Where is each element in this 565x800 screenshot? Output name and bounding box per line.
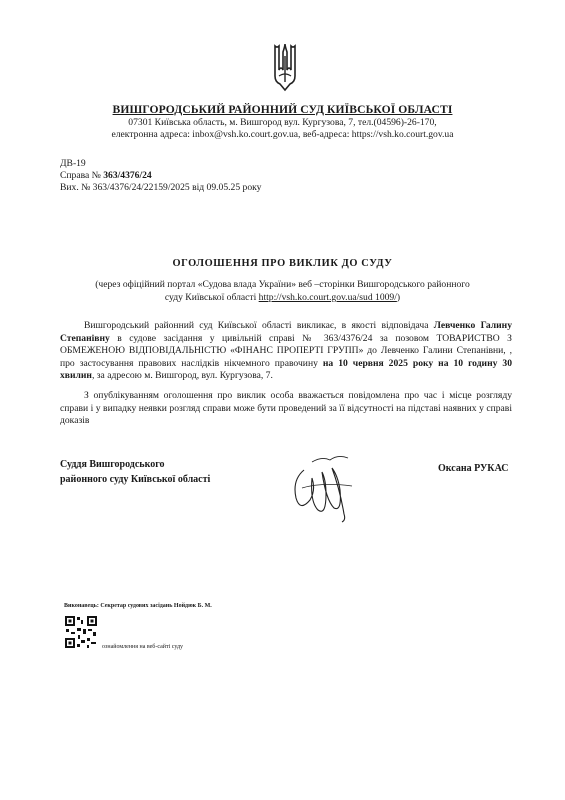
consequences-text: З опублікуванням оголошення про виклик особа вважається повідомлена про час і місце розгляду справи і у випадку неявки розгляд справи може бути проведений за її відсутності на підставі наявних у справі доказів [60, 390, 512, 427]
judge-title-line-2: районного суду Київської області [60, 474, 211, 485]
executor-line: Виконавець: Секретар судових засідань Нойдюк Б. М. [64, 603, 212, 609]
outgoing-number: Вих. № 363/4376/24/22159/2025 від 09.05.25 року [60, 182, 262, 193]
subtitle-line-1: (через офіційний портал «Судова влада України» веб –сторінки Вишгородського районного [95, 279, 470, 290]
hearing-datetime: на 10 червня 2025 року на 10 годину 30 хвилин [60, 357, 512, 382]
defendant-name: Левченко Галину Степанівну [60, 320, 512, 344]
court-name: ВИШГОРОДСЬКИЙ РАЙОННИЙ СУД КИЇВСЬКОЇ ОБЛАСТІ [112, 103, 453, 116]
coat-of-arms-icon [270, 42, 300, 92]
consequences-paragraph [60, 390, 512, 428]
court-address [0, 117, 565, 141]
address-line: 07301 Київська область, м. Вишгород вул. Кургузова, 7, тел.(04596)-26-170, [128, 117, 437, 128]
qr-caption: ознайомлення на веб-сайті суду [102, 644, 184, 650]
judge-title [60, 457, 210, 487]
summons-text-c: , за адресою м. Вишгород, вул. Кургузова, 7. [91, 370, 273, 382]
case-number: 363/4376/24 [103, 170, 152, 181]
notice-subtitle [80, 278, 485, 304]
qr-code-icon[interactable] [64, 615, 98, 649]
case-number-line [60, 170, 152, 182]
summons-paragraph [60, 320, 512, 383]
summons-text-b: в судове засідання у цивільній справі № 363/4376/24 за позовом ТОВАРИСТВО З ОБМЕЖЕНОЮ ВІДПОВІДАЛЬНІСТЮ «ФІНАНС ПРОПЕРТІ ГРУПП» до Левченко Галини Степанівни, , про застосування правових наслідків нікчемного правочину [60, 332, 512, 369]
judge-name: Оксана РУКАС [438, 463, 509, 474]
court-website-link[interactable]: http://vsh.ko.court.gov.ua/sud 1009/ [258, 292, 397, 303]
email-line: електронна адреса: inbox@vsh.ko.court.gov.ua, веб-адреса: https://vsh.ko.court.gov.ua [111, 129, 454, 140]
summons-text-a: Вишгородський районний суд Київської області викликає, в якості відповідача [84, 320, 434, 331]
subtitle-line-2-prefix: суду Київської області [164, 292, 259, 303]
subtitle-line-2-suffix: ) [396, 292, 401, 303]
handwritten-signature [282, 450, 362, 525]
document-code: ДВ-19 [60, 158, 86, 169]
notice-title: ОГОЛОШЕННЯ ПРО ВИКЛИК ДО СУДУ [172, 258, 393, 269]
judge-title-line-1: Суддя Вишгородського [60, 459, 165, 470]
case-label: Справа № [60, 170, 101, 181]
